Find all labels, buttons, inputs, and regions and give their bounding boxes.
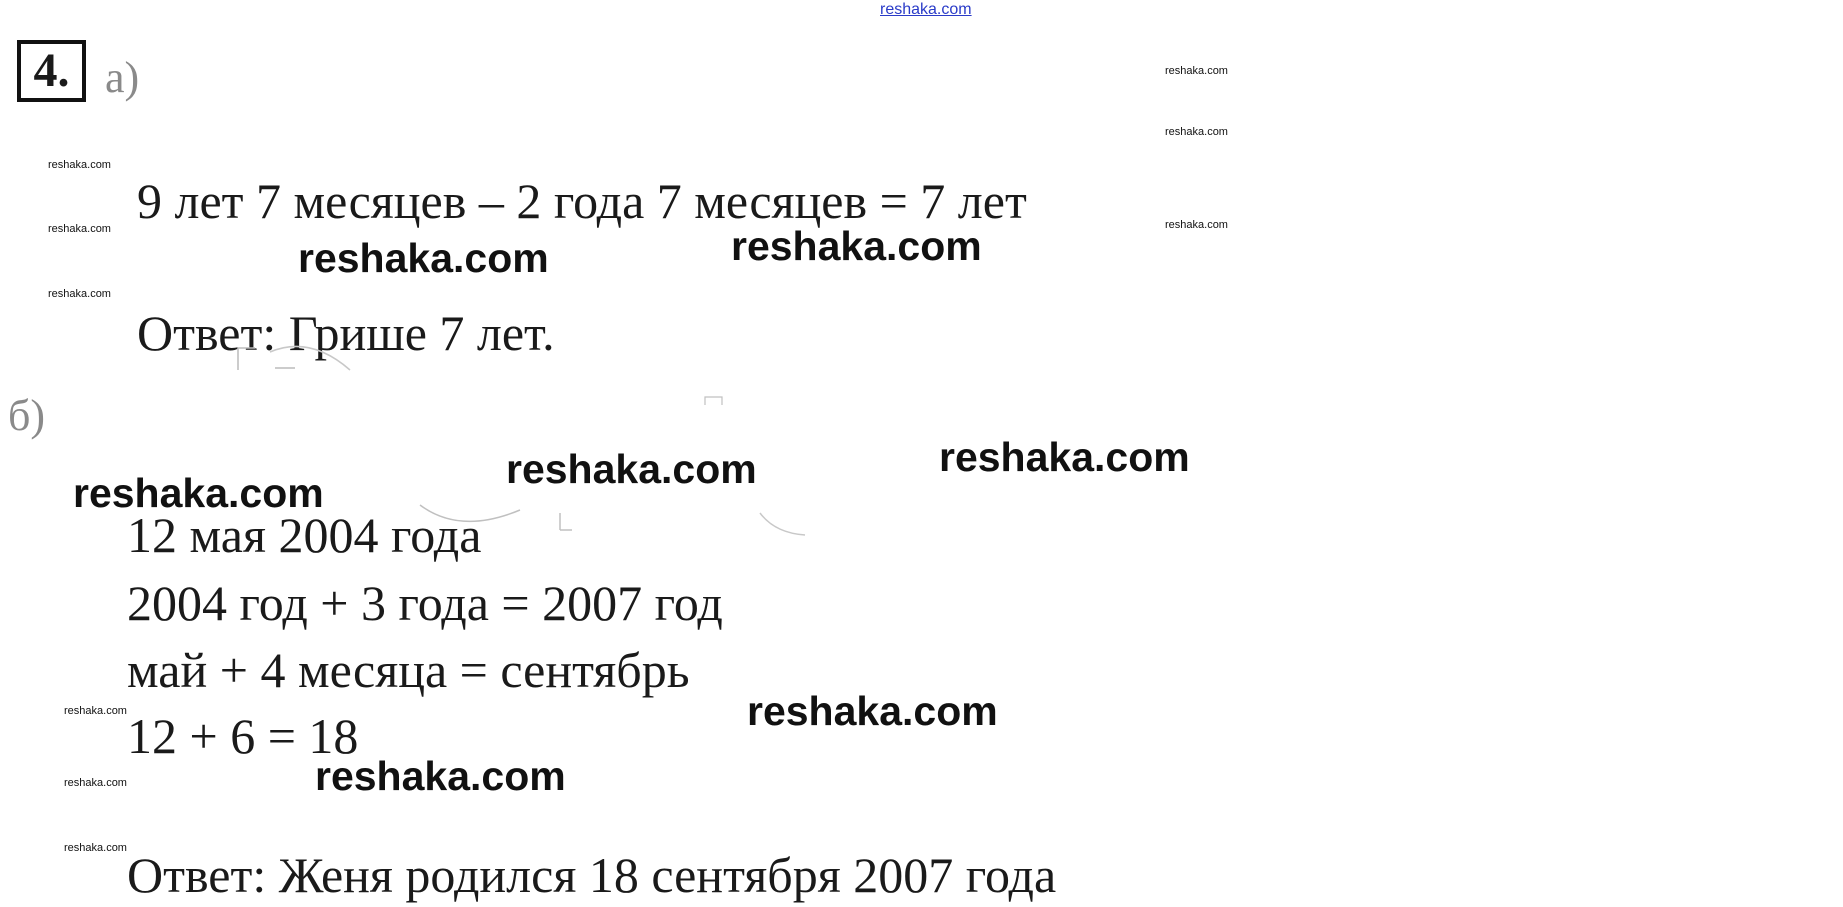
- watermark-small: reshaka.com: [64, 777, 127, 789]
- watermark: reshaka.com: [506, 446, 757, 492]
- part-b-label: б): [8, 391, 46, 440]
- watermark-small: reshaka.com: [64, 705, 127, 717]
- part-a-equation: 9 лет 7 месяцев – 2 года 7 месяцев = 7 лет: [137, 173, 1027, 229]
- problem-number: 4.: [17, 40, 86, 102]
- watermark-small: reshaka.com: [48, 159, 111, 171]
- part-b-answer: Ответ: Женя родился 18 сентября 2007 года: [127, 847, 1057, 903]
- watermark-small: reshaka.com: [1165, 65, 1228, 77]
- part-b-line-date: 12 мая 2004 года: [127, 507, 482, 563]
- part-a-answer: Ответ: Грише 7 лет.: [137, 305, 555, 361]
- part-a-label: а): [105, 53, 140, 102]
- watermark: reshaka.com: [731, 223, 982, 269]
- part-b-line-year: 2004 год + 3 года = 2007 год: [127, 575, 723, 631]
- watermark: reshaka.com: [747, 688, 998, 734]
- watermark: reshaka.com: [298, 235, 549, 281]
- watermark-small: reshaka.com: [1165, 126, 1228, 138]
- watermark-small: reshaka.com: [48, 223, 111, 235]
- part-b-line-month: май + 4 месяца = сентябрь: [127, 642, 690, 698]
- scan-artifact: [230, 340, 380, 380]
- watermark-small: reshaka.com: [48, 288, 111, 300]
- watermark: reshaka.com: [315, 753, 566, 799]
- watermark-small: reshaka.com: [1165, 219, 1228, 231]
- watermark-small: reshaka.com: [64, 842, 127, 854]
- watermark: reshaka.com: [73, 470, 324, 516]
- part-b-line-day: 12 + 6 = 18: [127, 708, 359, 764]
- site-link[interactable]: reshaka.com: [880, 1, 972, 18]
- watermark: reshaka.com: [939, 434, 1190, 480]
